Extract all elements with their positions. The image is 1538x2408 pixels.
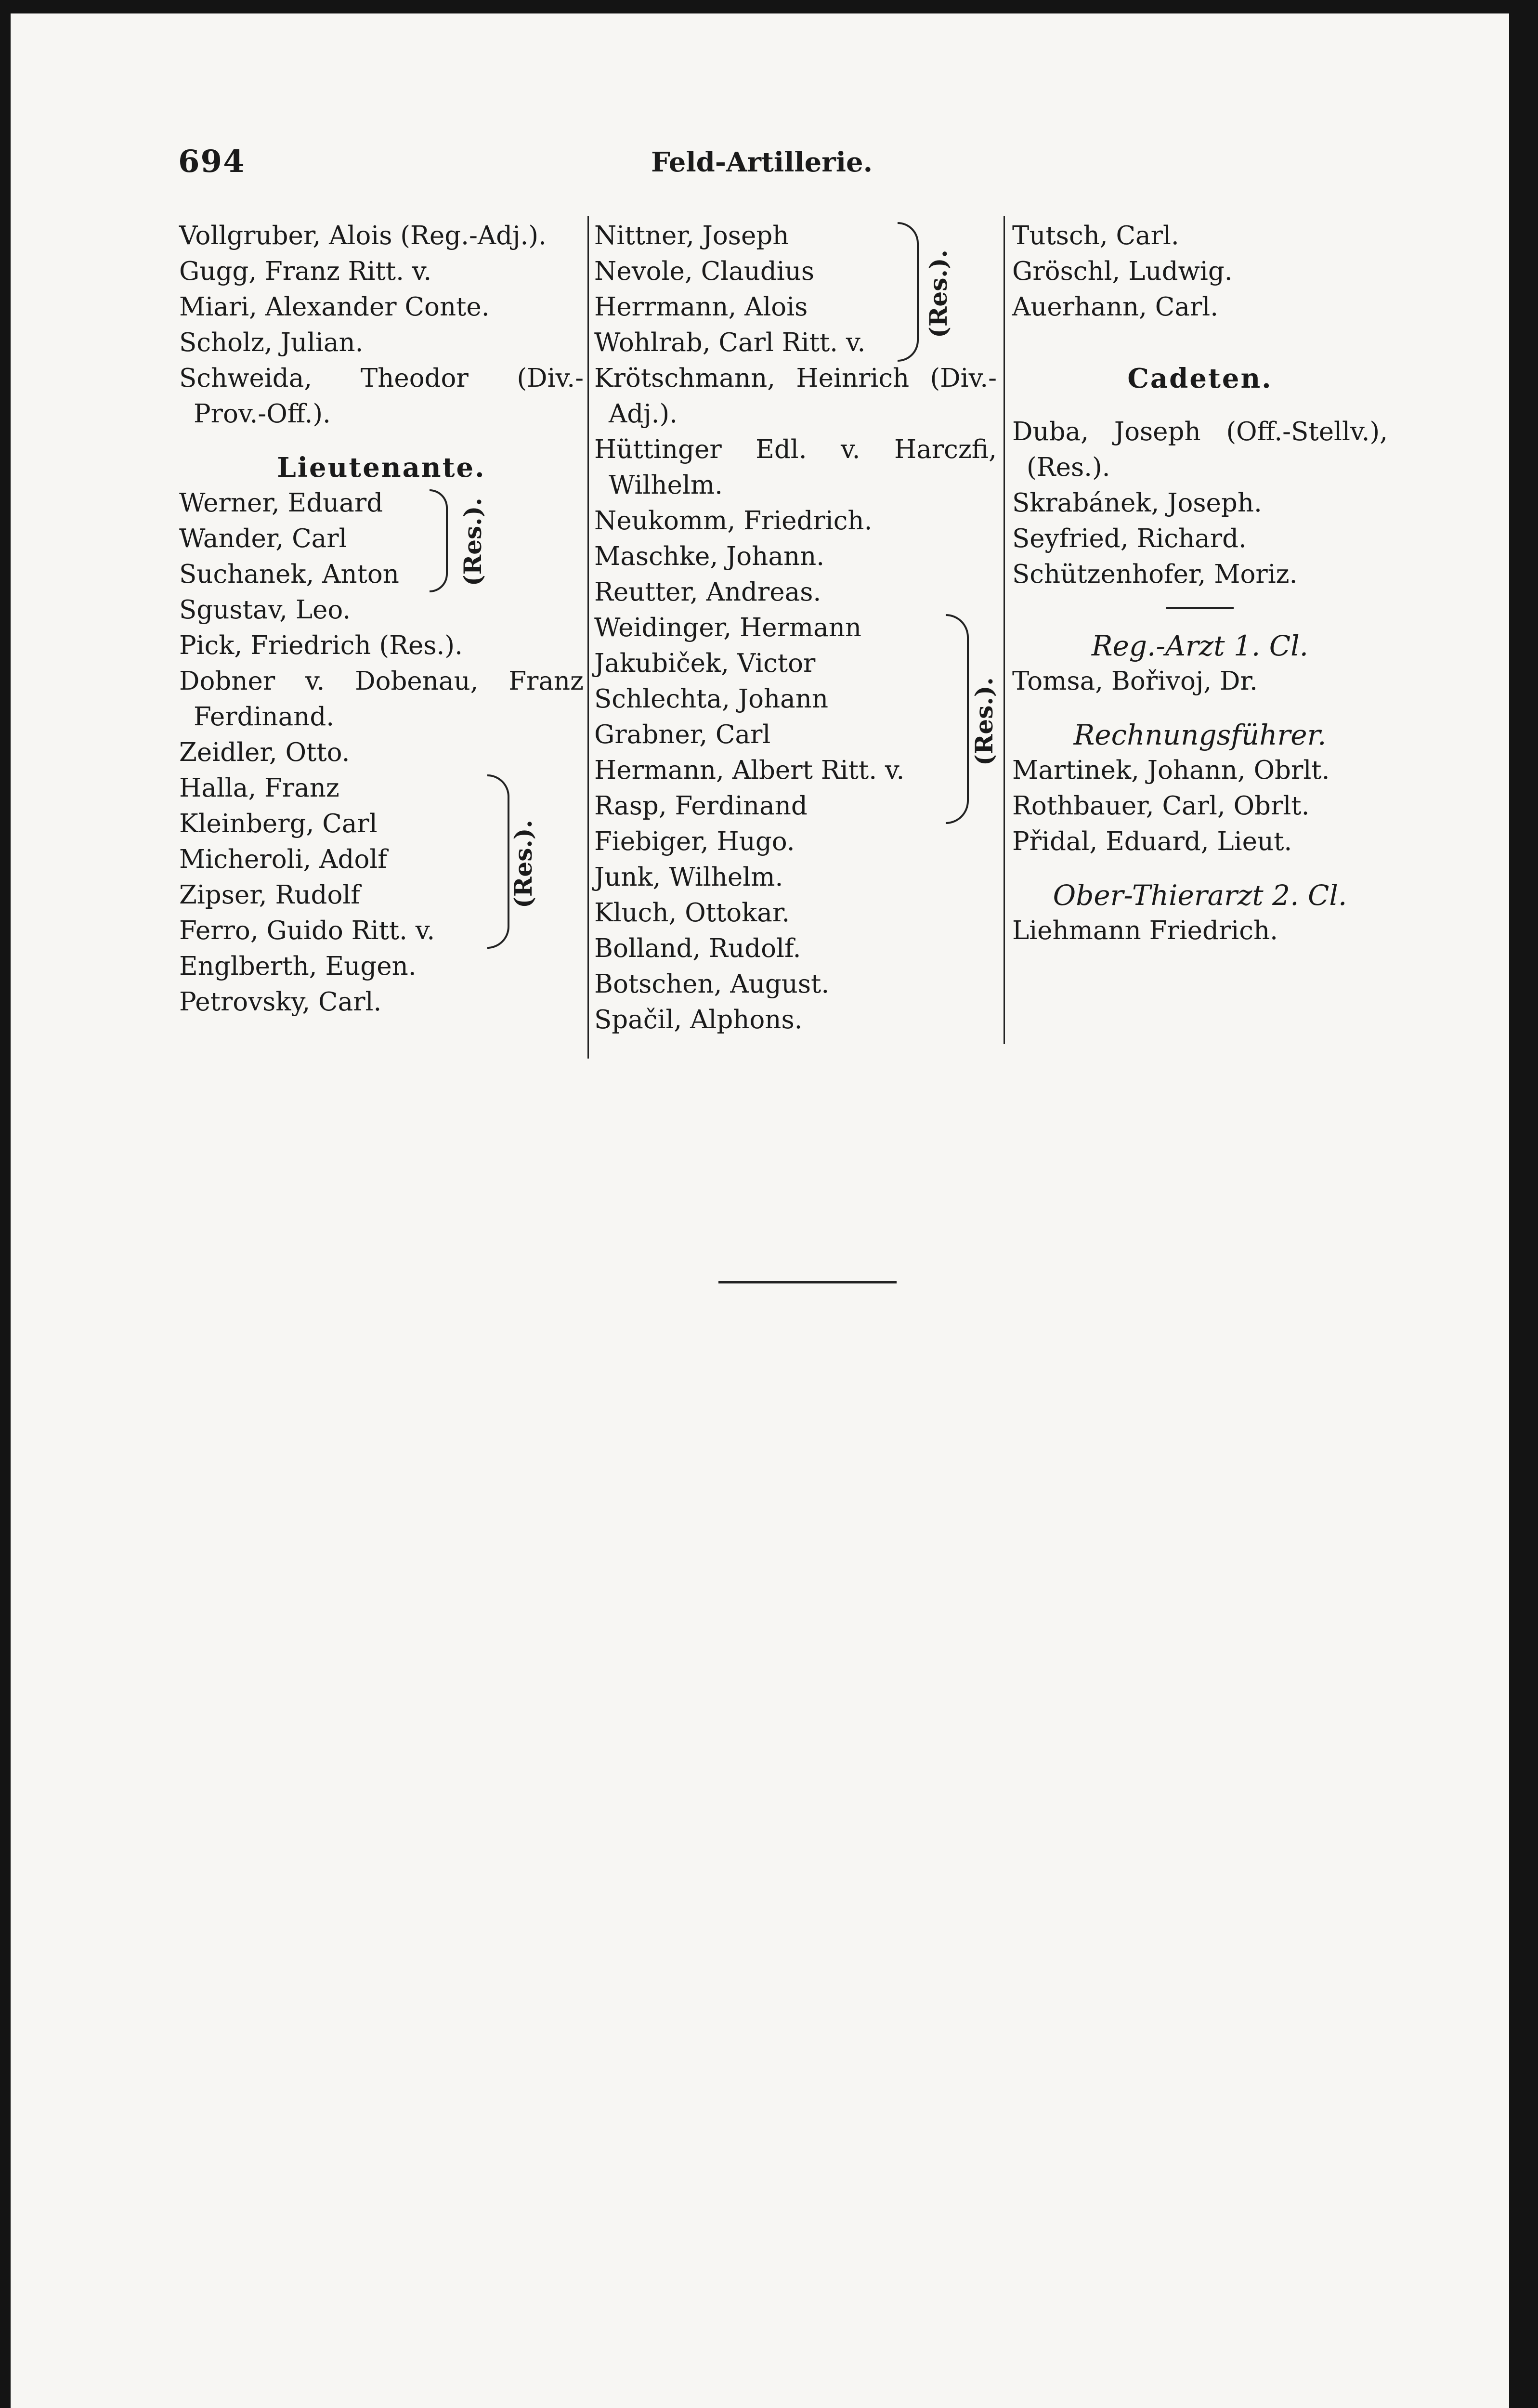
section-heading: Lieutenante. xyxy=(277,452,486,484)
reserve-label: (Res.). xyxy=(970,677,998,766)
list-item: Neukomm, Friedrich. xyxy=(594,506,873,536)
list-item: Hermann, Albert Ritt. v. xyxy=(594,756,905,785)
list-item: Hüttinger Edl. v. Harczfi, xyxy=(594,435,997,464)
section-heading-cadets: Cadeten. xyxy=(1127,363,1273,394)
list-item: Junk, Wilhelm. xyxy=(594,863,783,892)
list-item: Tutsch, Carl. xyxy=(1012,221,1179,250)
list-item: Dobner v. Dobenau, Franz xyxy=(179,667,584,696)
list-item: Rasp, Ferdinand xyxy=(594,791,808,821)
list-item: Weidinger, Hermann xyxy=(594,613,862,642)
reserve-group xyxy=(179,771,584,949)
page-number: 694 xyxy=(178,144,246,180)
list-item: Ferro, Guido Ritt. v. xyxy=(179,916,435,945)
list-item: Skrabánek, Joseph. xyxy=(1012,488,1262,518)
list-item-continuation: Prov.-Off.). xyxy=(194,399,331,429)
section-heading-reg-arzt: Reg.-Arzt 1. Cl. xyxy=(1091,629,1309,662)
list-item-continuation: Ferdinand. xyxy=(194,702,335,732)
reserve-group xyxy=(179,485,584,592)
list-item: Miari, Alexander Conte. xyxy=(179,292,490,322)
list-item-continuation: (Res.). xyxy=(1027,453,1110,482)
reserve-group xyxy=(594,610,997,824)
list-item: Herrmann, Alois xyxy=(594,292,808,322)
middle-column xyxy=(594,218,997,1038)
list-item: Auerhann, Carl. xyxy=(1012,292,1219,322)
page-header xyxy=(11,144,1509,187)
list-item: Fiebiger, Hugo. xyxy=(594,827,795,856)
section-heading-rechnungsfuehrer: Rechnungsführer. xyxy=(1073,719,1327,751)
list-item: Werner, Eduard xyxy=(179,488,383,518)
list-item: Petrovsky, Carl. xyxy=(179,987,382,1017)
list-item: Reutter, Andreas. xyxy=(594,577,821,607)
section-divider xyxy=(1166,607,1234,609)
list-item: Suchanek, Anton xyxy=(179,560,399,589)
list-item: Spačil, Alphons. xyxy=(594,1005,803,1034)
list-item: Seyfried, Richard. xyxy=(1012,524,1247,553)
reserve-label: (Res.). xyxy=(924,249,952,338)
list-item: Maschke, Johann. xyxy=(594,542,825,571)
list-item: Martinek, Johann, Obrlt. xyxy=(1012,756,1330,785)
list-item: Zeidler, Otto. xyxy=(179,738,350,767)
group-brace xyxy=(898,222,919,362)
group-brace xyxy=(430,489,448,592)
reserve-label: (Res.). xyxy=(458,497,487,586)
list-item: Gröschl, Ludwig. xyxy=(1012,257,1233,286)
list-item: Schweida, Theodor (Div.- xyxy=(179,364,584,393)
reserve-label: (Res.). xyxy=(509,820,537,908)
list-item: Kluch, Ottokar. xyxy=(594,898,790,928)
list-item: Schlechta, Johann xyxy=(594,684,829,714)
list-item: Micheroli, Adolf xyxy=(179,845,387,874)
list-item: Grabner, Carl xyxy=(594,720,771,749)
list-item: Nittner, Joseph xyxy=(594,221,789,250)
list-item: Přidal, Eduard, Lieut. xyxy=(1012,827,1292,856)
list-item-continuation: Adj.). xyxy=(609,399,678,429)
group-brace xyxy=(946,614,969,824)
right-column xyxy=(1012,218,1388,949)
list-item: Bolland, Rudolf. xyxy=(594,934,801,963)
list-item: Pick, Friedrich (Res.). xyxy=(179,631,463,660)
list-item: Tomsa, Bořivoj, Dr. xyxy=(1012,667,1258,696)
list-item: Jakubiček, Victor xyxy=(594,649,816,678)
list-item: Rothbauer, Carl, Obrlt. xyxy=(1012,791,1310,821)
section-heading-thierarzt: Ober-Thierarzt 2. Cl. xyxy=(1053,879,1347,912)
list-item: Nevole, Claudius xyxy=(594,257,815,286)
running-title: Feld-Artillerie. xyxy=(651,146,873,178)
list-item: Duba, Joseph (Off.-Stellv.), xyxy=(1012,417,1388,446)
column-divider-2 xyxy=(1004,216,1005,1044)
list-item: Liehmann Friedrich. xyxy=(1012,916,1278,945)
document-page xyxy=(11,13,1509,2408)
list-item: Vollgruber, Alois (Reg.-Adj.). xyxy=(179,221,547,250)
column-divider-1 xyxy=(587,216,589,1059)
list-item: Botschen, August. xyxy=(594,969,830,999)
list-item: Halla, Franz xyxy=(179,773,339,803)
list-item: Wander, Carl xyxy=(179,524,347,553)
list-item-continuation: Wilhelm. xyxy=(609,471,723,500)
list-item: Englberth, Eugen. xyxy=(179,952,417,981)
list-item: Kleinberg, Carl xyxy=(179,809,378,838)
list-item: Scholz, Julian. xyxy=(179,328,364,357)
list-item: Schützenhofer, Moriz. xyxy=(1012,560,1298,589)
list-item: Wohlrab, Carl Ritt. v. xyxy=(594,328,866,357)
page-end-rule xyxy=(718,1281,897,1283)
list-item: Sgustav, Leo. xyxy=(179,595,351,625)
left-column xyxy=(179,218,584,1020)
list-item: Gugg, Franz Ritt. v. xyxy=(179,257,432,286)
list-item: Zipser, Rudolf xyxy=(179,880,360,910)
list-item: Krötschmann, Heinrich (Div.- xyxy=(594,364,997,393)
reserve-group xyxy=(594,218,997,361)
